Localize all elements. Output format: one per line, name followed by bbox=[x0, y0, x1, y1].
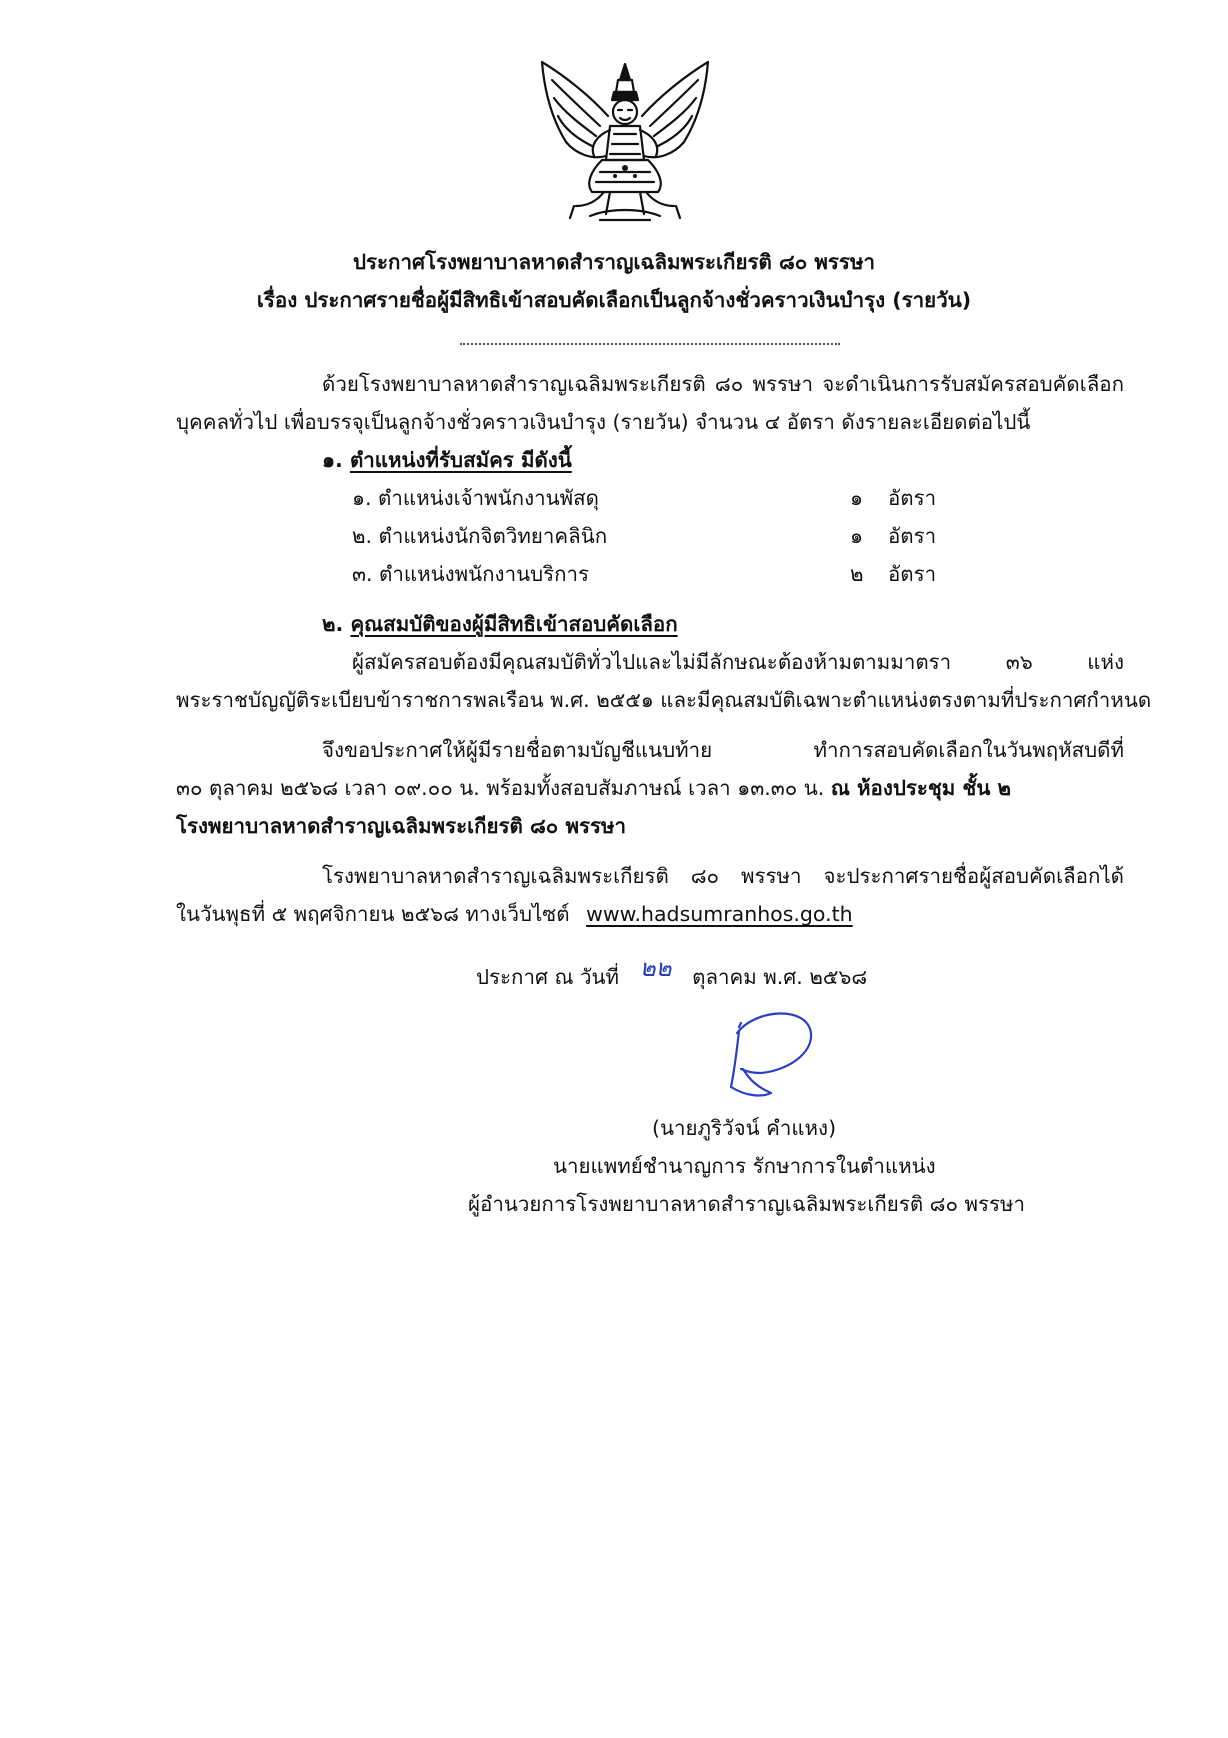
exam-line-2 bbox=[176, 774, 1124, 802]
qualification-line-1: ผู้สมัครสอบต้องมีคุณสมบัติทั่วไปและไม่มีลักษณะต้องห้ามตามมาตรา ๓๖ แห่ง bbox=[352, 650, 1124, 674]
section-1-number: ๑. bbox=[322, 448, 343, 472]
position-unit: อัตรา bbox=[888, 524, 937, 548]
section-2-number: ๒. bbox=[322, 612, 344, 636]
handwritten-day: ๒๒ bbox=[639, 954, 672, 982]
intro-line-2: บุคคลทั่วไป เพื่อบรรจุเป็นลูกจ้างชั่วคราวเงินบำรุง (รายวัน) จำนวน ๔ อัตรา ดังรายละเอียดต่อไปนี้ bbox=[176, 410, 1031, 434]
signatory-name: (นายภูริวัจน์ คำแหง) bbox=[652, 1116, 837, 1140]
signatory-title-2: ผู้อำนวยการโรงพยาบาลหาดสำราญเฉลิมพระเกียรติ ๘๐ พรรษา bbox=[468, 1192, 1026, 1216]
dateline bbox=[476, 954, 868, 991]
position-count: ๑ bbox=[850, 524, 864, 548]
section-2-heading bbox=[322, 610, 678, 638]
garuda-emblem-icon bbox=[530, 56, 720, 228]
position-unit: อัตรา bbox=[888, 562, 937, 586]
exam-line-3: โรงพยาบาลหาดสำราญเฉลิมพระเกียรติ ๘๐ พรรษา bbox=[176, 814, 626, 838]
position-label: ๑. ตำแหน่งเจ้าพนักงานพัสดุ bbox=[352, 486, 599, 510]
announcement-title: ประกาศโรงพยาบาลหาดสำราญเฉลิมพระเกียรติ ๘๐ พรรษา bbox=[353, 250, 875, 274]
announcement-subject: เรื่อง ประกาศรายชื่อผู้มีสิทธิเข้าสอบคัดเลือกเป็นลูกจ้างชั่วคราวเงินบำรุง (รายวัน) bbox=[256, 288, 972, 312]
position-label: ๒. ตำแหน่งนักจิตวิทยาคลินิก bbox=[352, 524, 608, 548]
signatory-title-1: นายแพทย์ชำนาญการ รักษาการในตำแหน่ง bbox=[553, 1154, 936, 1178]
website-link[interactable]: www.hadsumranhos.go.th bbox=[586, 902, 853, 926]
handwritten-signature-icon bbox=[715, 1005, 825, 1105]
result-line-2 bbox=[176, 900, 853, 928]
section-1-heading bbox=[322, 446, 572, 474]
position-unit: อัตรา bbox=[888, 486, 937, 510]
section-1-title: ตำแหน่งที่รับสมัคร มีดังนี้ bbox=[349, 448, 572, 472]
intro-line-1: ด้วยโรงพยาบาลหาดสำราญเฉลิมพระเกียรติ ๘๐ พรรษา จะดำเนินการรับสมัครสอบคัดเลือก bbox=[322, 372, 1124, 396]
exam-venue: ณ ห้องประชุม ชั้น ๒ bbox=[830, 776, 1012, 800]
dateline-prefix: ประกาศ ณ วันที่ bbox=[476, 965, 620, 989]
qualification-line-2: พระราชบัญญัติระเบียบข้าราชการพลเรือน พ.ศ. ๒๕๕๑ และมีคุณสมบัติเฉพาะตำแหน่งตรงตามที่ประกาศกำหนด bbox=[176, 688, 1152, 712]
position-label: ๓. ตำแหน่งพนักงานบริการ bbox=[352, 562, 590, 586]
section-2-title: คุณสมบัติของผู้มีสิทธิเข้าสอบคัดเลือก bbox=[350, 612, 678, 636]
exam-line-1: จึงขอประกาศให้ผู้มีรายชื่อตามบัญชีแนบท้าย ทำการสอบคัดเลือกในวันพฤหัสบดีที่ bbox=[322, 738, 1124, 762]
position-count: ๒ bbox=[850, 562, 864, 586]
position-count: ๑ bbox=[850, 486, 864, 510]
result-line-1: โรงพยาบาลหาดสำราญเฉลิมพระเกียรติ ๘๐ พรรษา จะประกาศรายชื่อผู้สอบคัดเลือกได้ bbox=[322, 864, 1124, 888]
dateline-suffix: ตุลาคม พ.ศ. ๒๕๖๘ bbox=[692, 965, 868, 989]
result-date-text: ในวันพุธที่ ๕ พฤศจิกายน ๒๕๖๘ ทางเว็บไซต์ bbox=[176, 902, 570, 926]
header-divider bbox=[460, 343, 840, 345]
exam-datetime: ๓๐ ตุลาคม ๒๕๖๘ เวลา ๐๙.๐๐ น. พร้อมทั้งสอบสัมภาษณ์ เวลา ๑๓.๓๐ น. bbox=[176, 776, 831, 800]
